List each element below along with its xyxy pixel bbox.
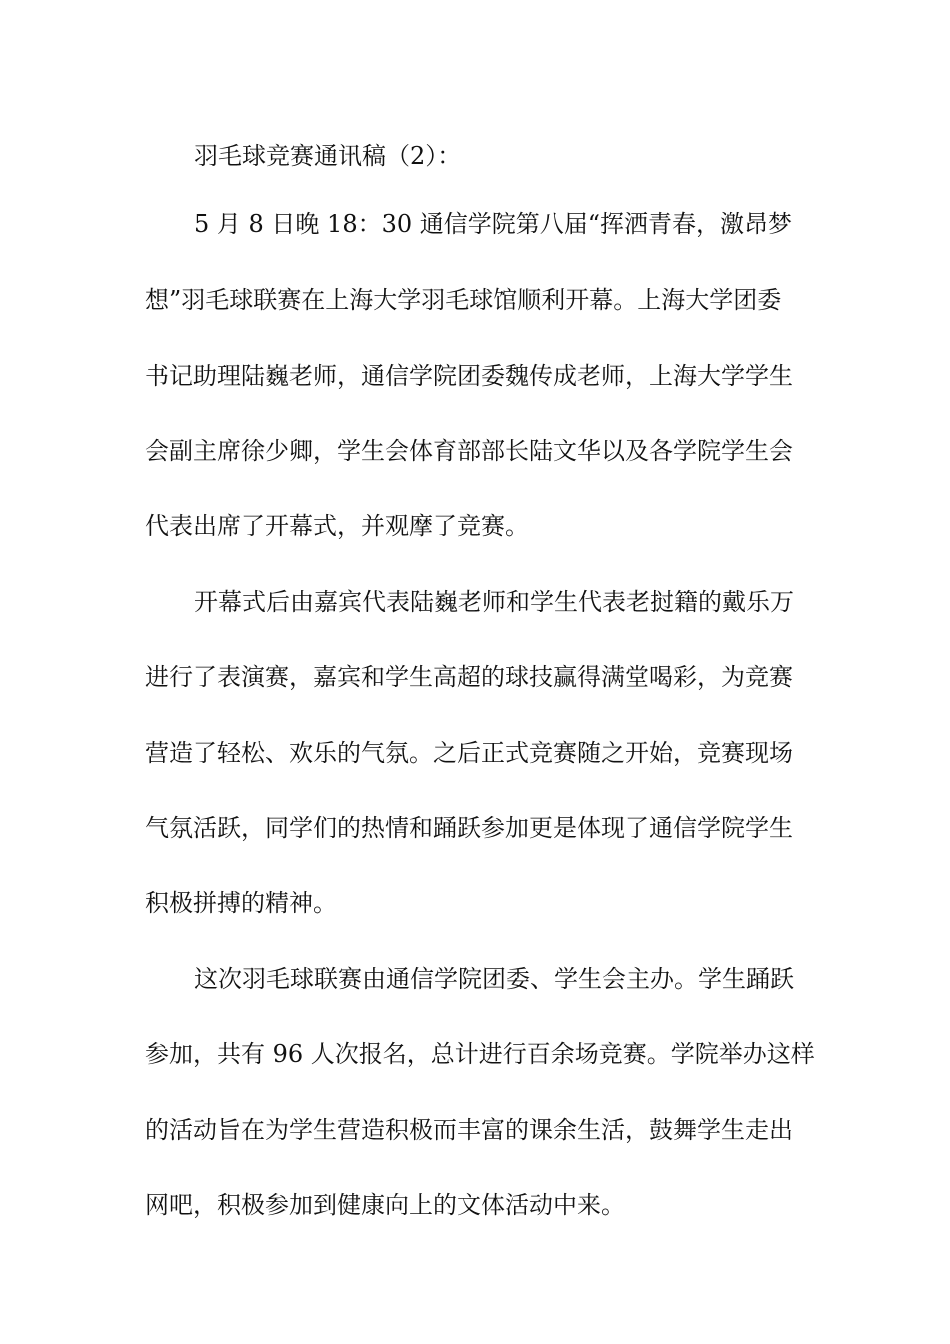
paragraph-3-line-2: 参加，共有 96 人次报名，总计进行百余场竞赛。学院举办这样 — [145, 1040, 815, 1068]
paragraph-2-line-4: 气氛活跃，同学们的热情和踊跃参加更是体现了通信学院学生 — [145, 814, 793, 842]
paragraph-1-line-4: 会副主席徐少卿，学生会体育部部长陆文华以及各学院学生会 — [145, 437, 793, 465]
document-title: 羽毛球竞赛通讯稿（2）： — [194, 142, 462, 170]
paragraph-1-line-1: 5 月 8 日晚 18：30 通信学院第八届“挥洒青春，激昂梦 — [194, 210, 793, 238]
paragraph-2-line-5: 积极拼搏的精神。 — [145, 889, 337, 917]
paragraph-2-line-2: 进行了表演赛，嘉宾和学生高超的球技赢得满堂喝彩，为竞赛 — [145, 663, 793, 691]
paragraph-3-line-3: 的活动旨在为学生营造积极而丰富的课余生活，鼓舞学生走出 — [145, 1116, 793, 1144]
paragraph-2-line-3: 营造了轻松、欢乐的气氛。之后正式竞赛随之开始，竞赛现场 — [145, 739, 793, 767]
paragraph-3-line-1: 这次羽毛球联赛由通信学院团委、学生会主办。学生踊跃 — [194, 965, 794, 993]
paragraph-1-line-2: 想”羽毛球联赛在上海大学羽毛球馆顺利开幕。上海大学团委 — [145, 286, 782, 314]
paragraph-1-line-5: 代表出席了开幕式，并观摩了竞赛。 — [145, 512, 529, 540]
paragraph-3-line-4: 网吧，积极参加到健康向上的文体活动中来。 — [145, 1191, 625, 1219]
paragraph-1-line-3: 书记助理陆巍老师，通信学院团委魏传成老师，上海大学学生 — [145, 362, 793, 390]
paragraph-2-line-1: 开幕式后由嘉宾代表陆巍老师和学生代表老挝籍的戴乐万 — [194, 588, 794, 616]
